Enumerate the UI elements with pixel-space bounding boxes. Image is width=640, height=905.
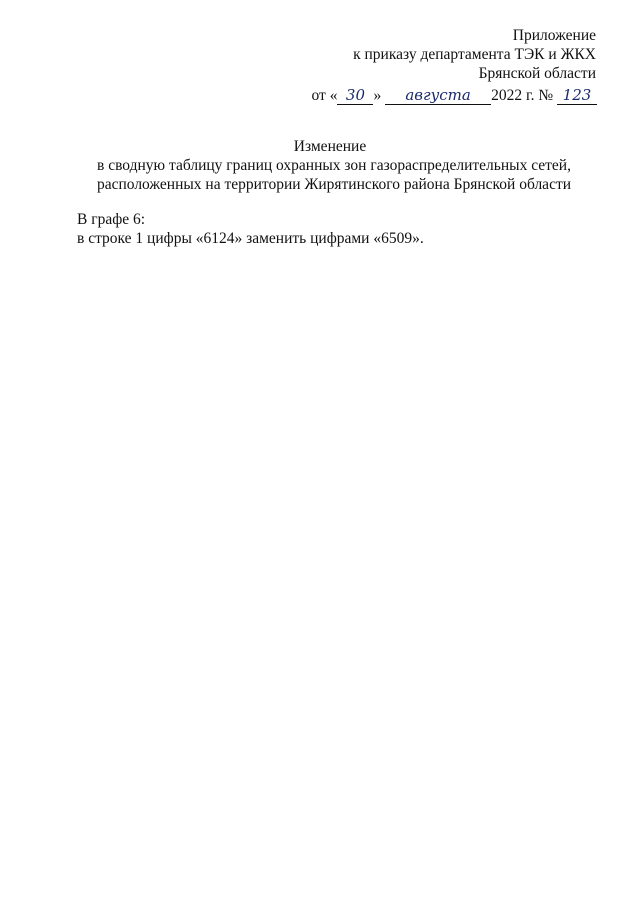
- appendix-header: [353, 26, 596, 83]
- appendix-region: Брянской области: [478, 65, 596, 82]
- title-heading: Изменение: [293, 138, 367, 155]
- appendix-order-ref: к приказу департамента ТЭК и ЖКХ: [353, 46, 596, 63]
- order-day-handwritten: 30: [337, 86, 373, 105]
- title-line-1: в сводную таблицу границ охранных зон газораспределительных сетей,: [97, 157, 571, 174]
- appendix-label: Приложение: [512, 27, 596, 44]
- order-prefix: от «: [311, 87, 338, 104]
- document-body: [77, 210, 424, 248]
- order-number-handwritten: 123: [557, 86, 597, 105]
- body-line-2: в строке 1 цифры «6124» заменить цифрами «6509».: [77, 230, 424, 247]
- order-date-line: [312, 85, 597, 107]
- title-line-2: расположенных на территории Жирятинского района Брянской области: [96, 176, 572, 193]
- document-title: [0, 137, 640, 194]
- body-line-1: В графе 6:: [77, 211, 146, 228]
- order-month-handwritten: августа: [385, 86, 491, 105]
- order-year: 2022 г. №: [491, 87, 554, 104]
- order-quote-close: »: [373, 87, 382, 104]
